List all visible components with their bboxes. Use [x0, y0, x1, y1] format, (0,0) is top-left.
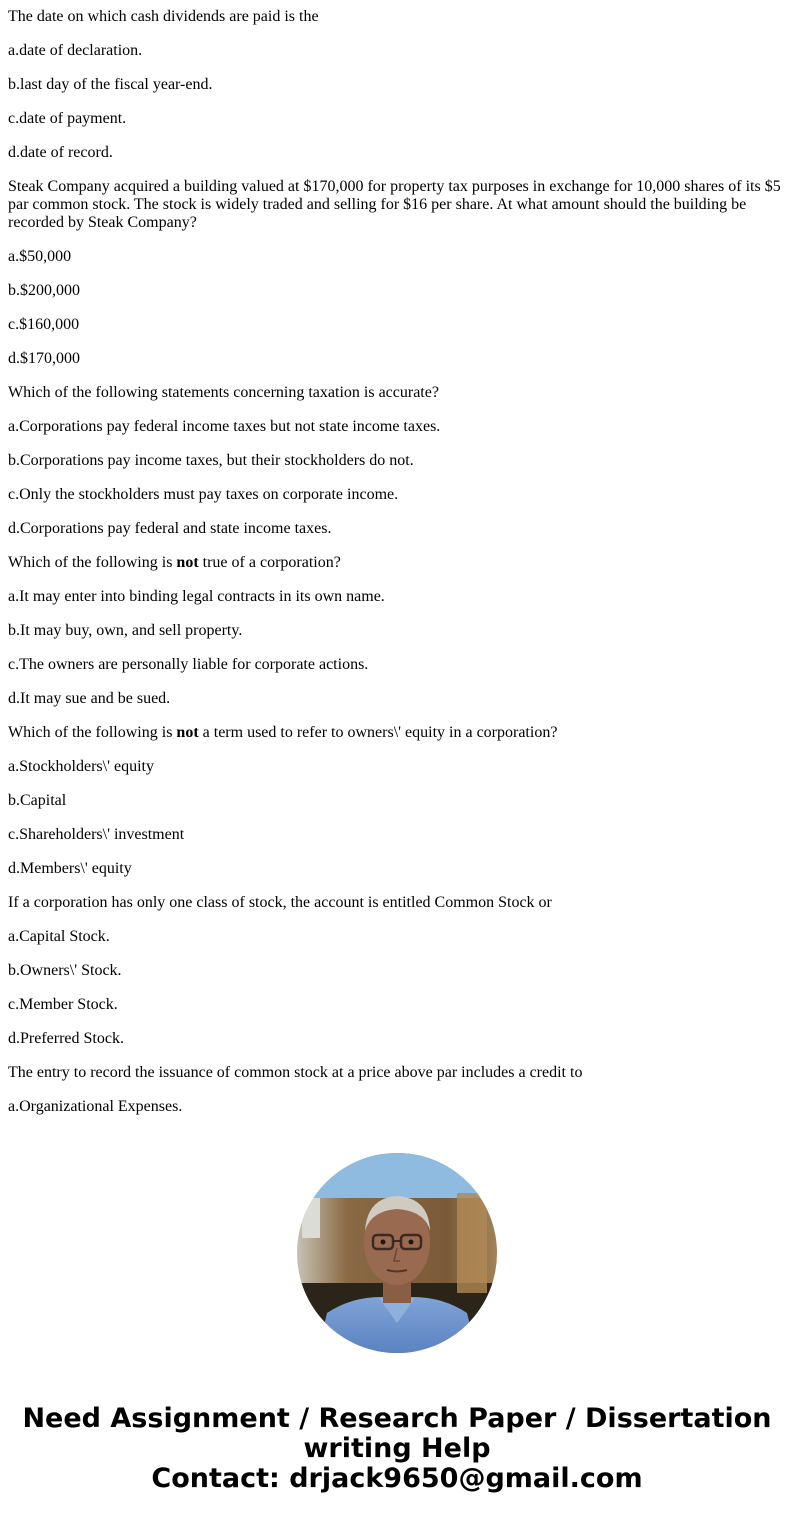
answer-option: b.Owners\' Stock.	[8, 962, 122, 979]
answer-option: d.date of record.	[8, 144, 113, 161]
question-stem: If a corporation has only one class of stock, the account is entitled Common Stock or	[8, 894, 552, 911]
promo-banner	[0, 1404, 794, 1494]
answer-option: a.Stockholders\' equity	[8, 758, 154, 775]
answer-option: d.It may sue and be sued.	[8, 690, 171, 707]
person-photo-icon	[297, 1153, 497, 1353]
question-stem: Steak Company acquired a building valued at $170,000 for property tax purposes in exchange for 10,000 shares of its $5 par common stock. The stock is widely traded and selling for $16 per share. At what amount should the building be recorded by Steak Company?	[8, 178, 781, 231]
answer-option: b.Corporations pay income taxes, but their stockholders do not.	[8, 452, 414, 469]
answer-option: c.$160,000	[8, 316, 80, 333]
answer-option: a.Capital Stock.	[8, 928, 110, 945]
answer-option: b.last day of the fiscal year-end.	[8, 76, 213, 93]
stem-text: true of a corporation?	[198, 554, 341, 571]
answer-option: d.$170,000	[8, 350, 80, 367]
answer-option: c.The owners are personally liable for corporate actions.	[8, 656, 369, 673]
answer-option: c.Only the stockholders must pay taxes on corporate income.	[8, 486, 399, 503]
answer-option: c.Shareholders\' investment	[8, 826, 185, 843]
answer-option: c.date of payment.	[8, 110, 127, 127]
answer-option: a.It may enter into binding legal contracts in its own name.	[8, 588, 385, 605]
stem-text: Which of the following is	[8, 724, 177, 741]
answer-option: b.Capital	[8, 792, 67, 809]
promo-line: Need Assignment / Research Paper / Dissertation	[22, 1403, 772, 1434]
answer-option: d.Corporations pay federal and state income taxes.	[8, 520, 332, 537]
answer-option: a.Organizational Expenses.	[8, 1098, 183, 1115]
answer-option: d.Members\' equity	[8, 860, 132, 877]
stem-text: a term used to refer to owners\' equity in a corporation?	[198, 724, 558, 741]
answer-option: d.Preferred Stock.	[8, 1030, 124, 1047]
answer-option: b.It may buy, own, and sell property.	[8, 622, 243, 639]
question-stem: The date on which cash dividends are paid is the	[8, 8, 319, 25]
stem-emphasis: not	[176, 724, 199, 741]
question-stem	[8, 554, 786, 572]
stem-emphasis: not	[176, 554, 199, 571]
question-stem	[8, 724, 786, 742]
answer-option: a.$50,000	[8, 248, 72, 265]
answer-option: a.date of declaration.	[8, 42, 143, 59]
promo-contact: Contact: drjack9650@gmail.com	[151, 1463, 643, 1494]
answer-option: a.Corporations pay federal income taxes but not state income taxes.	[8, 418, 441, 435]
question-stem: Which of the following statements concerning taxation is accurate?	[8, 384, 439, 401]
answer-option: c.Member Stock.	[8, 996, 118, 1013]
stem-text: Which of the following is	[8, 554, 177, 571]
question-stem: The entry to record the issuance of common stock at a price above par includes a credit to	[8, 1064, 583, 1081]
promo-line: writing Help	[303, 1433, 491, 1464]
question-document	[8, 8, 786, 1132]
avatar	[297, 1153, 497, 1353]
answer-option: b.$200,000	[8, 282, 80, 299]
